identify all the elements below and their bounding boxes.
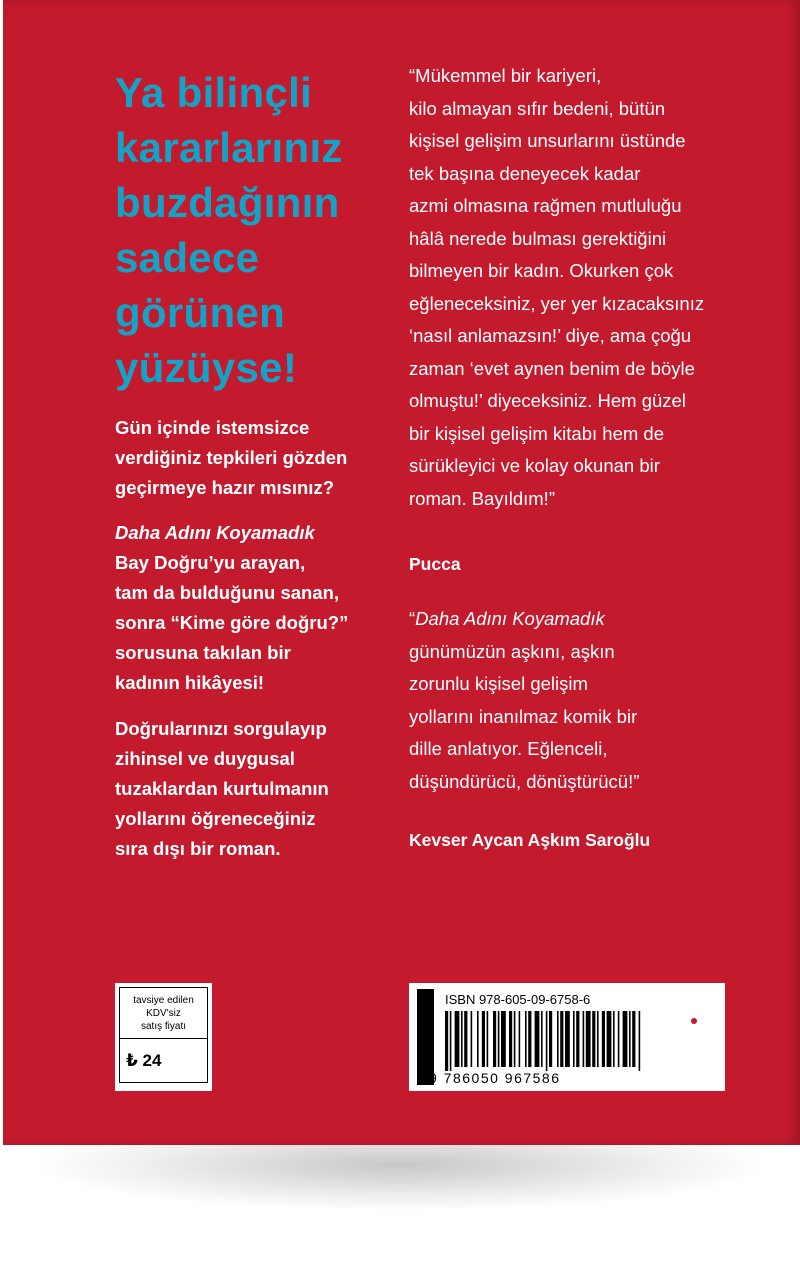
- quote-line: tek başına deneyecek kadar: [409, 162, 641, 184]
- quote-line: zorunlu kişisel gelişim: [409, 673, 588, 694]
- blurb-line: kadının hikâyesi!: [115, 672, 265, 693]
- price-label-line: KDV'siz: [146, 1007, 181, 1019]
- price-box: [115, 983, 212, 1091]
- barcode-bar: [477, 1011, 479, 1067]
- open-quote-mark: “: [409, 608, 416, 629]
- headline: [115, 65, 385, 395]
- blurb-line: sıra dışı bir roman.: [115, 838, 281, 859]
- barcode-bar: [546, 1011, 548, 1071]
- barcode-bar: [565, 1011, 570, 1067]
- barcode-bar: [541, 1011, 543, 1067]
- quote-line: bir kişisel gelişim kitabı hem de: [409, 422, 664, 444]
- barcode-bar: [576, 1011, 579, 1067]
- headline-line: buzdağının: [115, 179, 340, 226]
- barcode-bar: [514, 1011, 516, 1067]
- publisher-logo: [670, 1002, 718, 1082]
- quote-2: [409, 603, 769, 798]
- barcode-bar: [573, 1011, 575, 1067]
- isbn-text: ISBN 978-605-09-6758-6: [445, 992, 591, 1007]
- quote-line: günümüzün aşkını, aşkın: [409, 640, 615, 662]
- blurb-line: sorusuna takılan bir: [115, 642, 291, 663]
- star-flower-icon: [675, 1002, 713, 1040]
- barcode-bar: [501, 1011, 506, 1067]
- barcode-bars: [445, 1011, 640, 1071]
- quote-line: yollarını inanılmaz komik bir: [409, 705, 638, 727]
- blurb-line: zihinsel ve duygusal: [115, 748, 295, 769]
- quote-line: kişisel gelişim unsurlarını üstünde: [409, 130, 686, 151]
- headline-line: yüzüyse!: [115, 344, 298, 391]
- quote-line: düşündürücü, dönüştürücü!”: [409, 770, 640, 792]
- blurb-paragraph-2: [115, 518, 400, 698]
- blurb-paragraph-1: [115, 413, 400, 503]
- barcode-digits: 9 786050 967586: [429, 1070, 561, 1086]
- barcode-bar: [493, 1011, 496, 1067]
- quote-line: azmi olmasına rağmen mutluluğu: [409, 195, 682, 216]
- barcode-bar: [450, 1011, 452, 1071]
- barcode-bar: [509, 1011, 512, 1067]
- barcode-bar: [535, 1011, 540, 1067]
- blurb-line: verdiğiniz tepkileri gözden: [115, 447, 348, 468]
- quote-line: bilmeyen bir kadın. Okurken çok: [409, 260, 674, 281]
- blurb-line: tam da bulduğunu sanan,: [115, 582, 340, 603]
- barcode-bar: [586, 1011, 591, 1067]
- barcode-bar: [519, 1011, 521, 1067]
- barcode-bar: [525, 1011, 527, 1067]
- quote-line: olmuştu!’ diyeceksiniz. Hem güzel: [409, 390, 686, 411]
- publisher-series: novus: [675, 1054, 713, 1070]
- barcode-bar: [629, 1011, 631, 1067]
- quote-1: [409, 60, 769, 515]
- quote-line: eğleneceksiniz, yer yer kızacaksınız: [409, 292, 705, 314]
- blurb-line: sonra “Kime göre doğru?”: [115, 612, 349, 633]
- barcode-bar: [557, 1011, 559, 1067]
- barcode-bar: [560, 1011, 563, 1067]
- quote-line: kilo almayan sıfır bedeni, bütün: [409, 97, 666, 119]
- quote-line: ‘nasıl anlamazsın!’ diye, ama çoğu: [409, 325, 692, 346]
- quote-line: dille anlatıyor. Eğlenceli,: [409, 738, 608, 759]
- headline-line: görünen: [115, 289, 286, 336]
- blurb-line: Gün içinde istemsizce: [115, 417, 310, 438]
- barcode-bar: [461, 1011, 463, 1067]
- barcode-bar: [455, 1011, 460, 1067]
- barcode-bar: [583, 1011, 585, 1067]
- blurb-line: tuzaklardan kurtulmanın: [115, 778, 329, 799]
- price-label-line: tavsiye edilen: [133, 994, 194, 1006]
- book-title-italic: Daha Adını Koyamadık: [115, 522, 315, 543]
- barcode-bar: [482, 1011, 485, 1067]
- barcode-bar: [639, 1011, 641, 1071]
- blurb-line: Doğrularınızı sorgulayıp: [115, 718, 327, 739]
- publisher-brand: Doğan: [676, 1042, 712, 1054]
- barcode-bar: [597, 1011, 599, 1067]
- quote-line: roman. Bayıldım!”: [409, 487, 555, 509]
- book-title-italic: Daha Adını Koyamadık: [415, 608, 605, 629]
- barcode-bar: [607, 1011, 612, 1067]
- headline-line: kararlarınız: [115, 124, 343, 171]
- quote-line: “Mükemmel bir kariyeri,: [409, 65, 602, 86]
- barcode-bar: [464, 1011, 467, 1067]
- barcode-bar: [445, 1011, 448, 1071]
- blurb-line: geçirmeye hazır mısınız?: [115, 477, 335, 498]
- barcode-bar: [602, 1011, 605, 1067]
- barcode-bar: [632, 1011, 635, 1067]
- blurb-line: yollarını öğreneceğiniz: [115, 808, 316, 829]
- blurb-line: Bay Doğru’yu arayan,: [115, 552, 306, 573]
- barcode-bar: [528, 1011, 531, 1067]
- price-label: [119, 987, 208, 1039]
- barcode-bar: [498, 1011, 500, 1067]
- barcode-bar: [623, 1011, 628, 1067]
- quote-line: hâlâ nerede bulması gerektiğini: [409, 227, 667, 249]
- barcode-bar: [487, 1011, 489, 1067]
- headline-line: Ya bilinçli: [115, 69, 313, 116]
- quote-line: zaman ‘evet aynen benim de böyle: [409, 357, 695, 379]
- quote-1-author: Pucca: [409, 554, 461, 574]
- quote-line: sürükleyici ve kolay okunan bir: [409, 455, 660, 476]
- quote-2-author: Kevser Aycan Aşkım Saroğlu: [409, 830, 651, 850]
- barcode-bar: [613, 1011, 615, 1067]
- barcode-bar: [592, 1011, 595, 1067]
- quote-2-first-line: [409, 603, 769, 636]
- price-label-line: satış fiyatı: [140, 1020, 186, 1032]
- barcode-bar: [549, 1011, 552, 1067]
- headline-line: sadece: [115, 234, 260, 281]
- barcode-bar: [618, 1011, 620, 1067]
- barcode-bar: [471, 1011, 473, 1067]
- blurb-paragraph-3: [115, 714, 400, 864]
- price-value: ₺ 24: [119, 1039, 208, 1083]
